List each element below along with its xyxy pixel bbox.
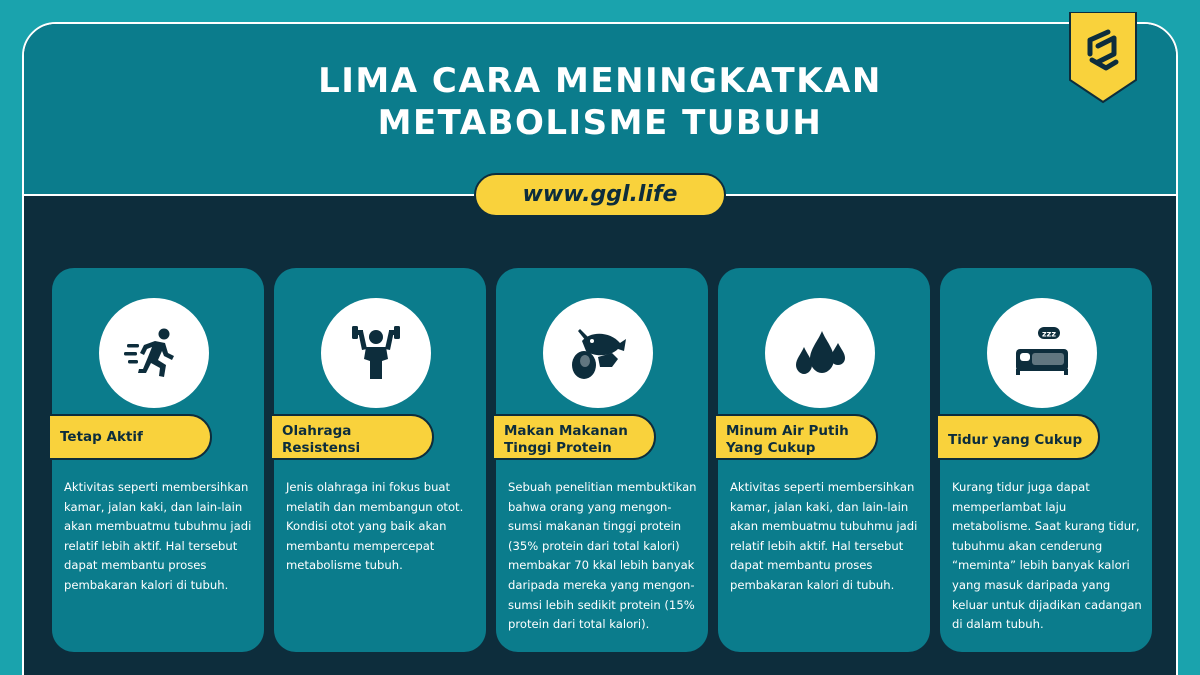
card-text: Jenis olahraga ini fokus buat melatih dan membangun otot. Kondisi otot yang baik akan membantu mempercepat metabolisme tubuh. bbox=[286, 480, 464, 573]
card-tetap-aktif bbox=[52, 268, 264, 652]
header bbox=[24, 24, 1176, 196]
sleeping-bed-icon bbox=[1012, 323, 1072, 383]
card-olahraga-resistensi bbox=[274, 268, 486, 652]
title-line-1: LIMA CARA MENINGKATKAN bbox=[318, 61, 882, 101]
icon-circle bbox=[321, 298, 431, 408]
card-minum-air bbox=[718, 268, 930, 652]
card-text: Sebuah penelitian membuktikan bahwa orang yang mengon-sumsi makanan tinggi protein (35% protein dari total kalori) membakar 70 kkal lebih banyak daripada mereka yang mengon-sumsi lebih sedikit protein (15% protein dari total kalori). bbox=[508, 480, 697, 632]
page-title bbox=[24, 60, 1176, 144]
icon-circle bbox=[99, 298, 209, 408]
card-label: Tidur yang Cukup bbox=[936, 414, 1100, 460]
card-label: Makan Makanan Tinggi Protein bbox=[492, 414, 656, 460]
card-label: Olahraga Resistensi bbox=[270, 414, 434, 460]
weightlifting-person-icon bbox=[346, 323, 406, 383]
card-tinggi-protein bbox=[496, 268, 708, 652]
card-text: Aktivitas seperti membersihkan kamar, jalan kaki, dan lain-lain akan membuatmu tubuhmu jadi relatif lebih aktif. Hal tersebut dapat membantu proses pembakaran kalori di tubuh. bbox=[730, 480, 918, 592]
protein-food-icon bbox=[568, 323, 628, 383]
card-tidur-cukup bbox=[940, 268, 1152, 652]
infographic-frame bbox=[22, 22, 1178, 675]
ggl-logo-icon bbox=[1068, 12, 1138, 104]
website-url[interactable]: www.ggl.life bbox=[474, 173, 726, 217]
running-person-icon bbox=[124, 323, 184, 383]
icon-circle bbox=[543, 298, 653, 408]
icon-circle bbox=[765, 298, 875, 408]
card-text: Aktivitas seperti membersihkan kamar, jalan kaki, dan lain-lain akan membuatmu tubuhmu jadi relatif lebih aktif. Hal tersebut dapat membantu proses pembakaran kalori di tubuh. bbox=[64, 480, 252, 592]
card-label: Minum Air Putih Yang Cukup bbox=[714, 414, 878, 460]
card-text: Kurang tidur juga dapat memperlambat laju metabolisme. Saat kurang tidur, tubuhmu akan cenderung “meminta” lebih banyak kalori yang masuk daripada yang keluar untuk dijadikan cadangan di dalam tubuh. bbox=[952, 480, 1142, 632]
svg-text:zzz: zzz bbox=[1042, 329, 1056, 339]
water-drops-icon bbox=[790, 323, 850, 383]
icon-circle bbox=[987, 298, 1097, 408]
title-line-2: METABOLISME TUBUH bbox=[377, 103, 823, 143]
card-label: Tetap Aktif bbox=[48, 414, 212, 460]
